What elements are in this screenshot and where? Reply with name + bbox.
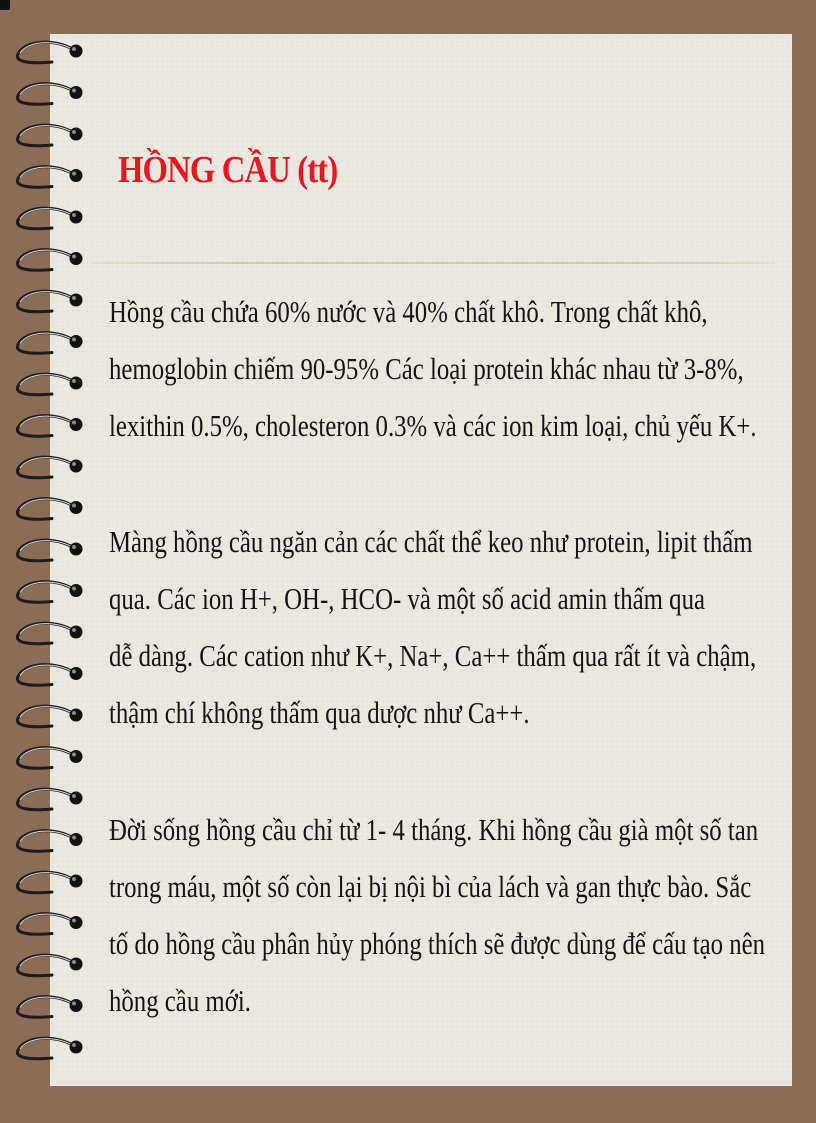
- binding-ring-icon: [17, 84, 82, 105]
- binding-ring-icon: [17, 872, 82, 893]
- text-line: Màng hồng cầu ngăn cản các chất thể keo như protein, lipit thấm: [109, 524, 753, 559]
- binding-ring-icon: [17, 706, 82, 727]
- binding-ring-icon: [17, 955, 82, 976]
- binding-ring-icon: [17, 333, 82, 354]
- binding-ring-icon: [17, 291, 82, 312]
- page-title: HỒNG CẦU (tt): [118, 149, 338, 191]
- binding-ring-icon: [17, 831, 82, 852]
- paragraph-membrane: [109, 513, 757, 741]
- binding-ring-icon: [17, 42, 82, 63]
- binding-ring-icon: [17, 416, 82, 437]
- binding-ring-icon: [17, 499, 82, 520]
- binding-ring-icon: [17, 623, 82, 644]
- paragraph-lifespan: [109, 801, 766, 1029]
- binding-ring-icon: [17, 167, 82, 188]
- binding-ring-icon: [17, 582, 82, 603]
- title-divider: [91, 262, 775, 264]
- binding-ring-icon: [17, 457, 82, 478]
- text-line: Hồng cầu chứa 60% nước và 40% chất khô. Trong chất khô,: [109, 294, 708, 329]
- text-line: lexithin 0.5%, cholesteron 0.3% và các ion kim loại, chủ yếu K+.: [109, 408, 757, 443]
- text-line: hồng cầu mới.: [109, 983, 251, 1018]
- binding-ring-icon: [17, 250, 82, 271]
- text-line: qua. Các ion H+, OH-, HCO- và một số acid amin thấm qua: [109, 581, 705, 616]
- text-line: hemoglobin chiếm 90-95% Các loại protein khác nhau từ 3-8%,: [109, 351, 744, 386]
- spiral-binding: [0, 0, 100, 1123]
- text-line: dễ dàng. Các cation như K+, Na+, Ca++ thấm qua rất ít và chậm,: [109, 638, 757, 673]
- text-line: Đời sống hồng cầu chỉ từ 1- 4 tháng. Khi hồng cầu già một số tan: [109, 812, 759, 847]
- binding-ring-icon: [17, 1038, 82, 1059]
- text-line: thậm chí không thấm qua dược như Ca++.: [109, 695, 530, 730]
- binding-ring-icon: [17, 789, 82, 810]
- paragraph-composition: [109, 283, 757, 454]
- text-line: tố do hồng cầu phân hủy phóng thích sẽ được dùng để cấu tạo nên: [109, 926, 766, 961]
- binding-ring-icon: [17, 540, 82, 561]
- binding-ring-icon: [17, 374, 82, 395]
- binding-ring-icon: [17, 997, 82, 1018]
- binding-ring-icon: [17, 125, 82, 146]
- binding-ring-icon: [17, 914, 82, 935]
- text-line: trong máu, một số còn lại bị nội bì của lách và gan thực bào. Sắc: [109, 869, 752, 904]
- binding-ring-icon: [17, 748, 82, 769]
- binding-ring-icon: [17, 208, 82, 229]
- binding-ring-icon: [17, 665, 82, 686]
